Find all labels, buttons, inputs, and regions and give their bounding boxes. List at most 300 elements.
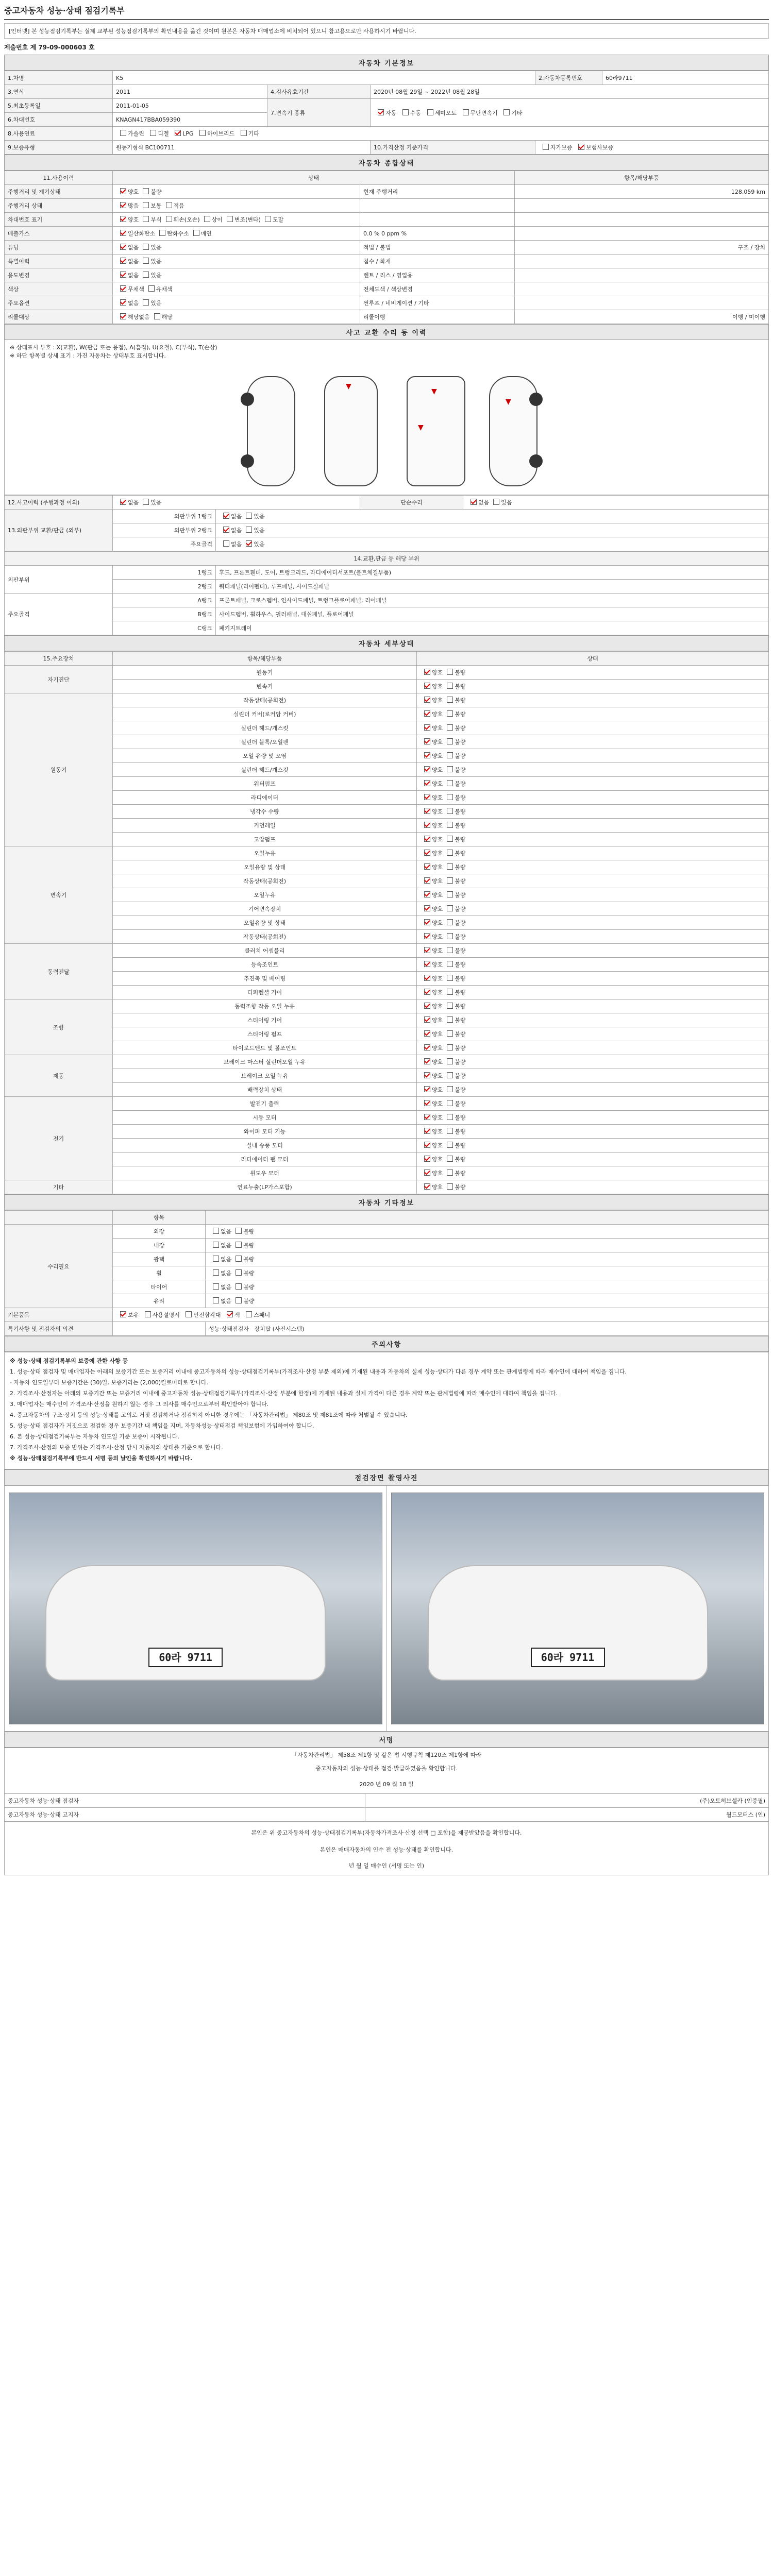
checkbox-icon[interactable]	[447, 947, 453, 953]
overall-opt: 해당없음	[128, 314, 150, 320]
checkbox-icon[interactable]	[447, 710, 453, 717]
checkbox-icon[interactable]	[447, 1128, 453, 1134]
trans-opt: 세미오토	[434, 109, 457, 116]
overall-row	[5, 255, 769, 268]
detail-opt: 양호	[432, 934, 443, 940]
other-opt: 없음	[221, 1298, 232, 1304]
section-other: 자동차 기타정보	[4, 1194, 769, 1210]
overall-row-extra: 적법 / 불법	[360, 241, 515, 255]
fuel-opt: LPG	[182, 130, 194, 137]
parts-list: 쿼터패널(리어펜더), 루프패널, 사이드실패널	[216, 580, 769, 594]
overall-opt: 적음	[173, 202, 184, 209]
detail-item-label: 고압펌프	[113, 833, 417, 846]
checkbox-icon[interactable]	[503, 109, 510, 115]
checkbox-icon[interactable]	[175, 130, 181, 136]
overall-row-label: 색상	[5, 282, 113, 296]
overall-row-value: 128,059 km	[515, 185, 769, 199]
checkbox-icon[interactable]	[213, 1256, 219, 1262]
detail-opt: 양호	[432, 850, 443, 857]
detail-item-status	[417, 805, 769, 819]
checkbox-icon[interactable]	[447, 1016, 453, 1023]
checkbox-icon[interactable]	[120, 188, 126, 194]
notes-line: 5. 성능·상태 점검자가 거짓으로 점검한 경우 보증기간 내 책임을 지며, 자동차성능·상태점검 책임보험에 가입하여야 합니다.	[10, 1422, 314, 1429]
checkbox-icon[interactable]	[120, 244, 126, 250]
checkbox-icon[interactable]	[143, 202, 149, 208]
section-accident: 사고 교환 수리 등 이력	[4, 324, 769, 340]
checkbox-icon[interactable]	[424, 891, 430, 897]
checkbox-icon[interactable]	[424, 794, 430, 800]
checkbox-icon[interactable]	[424, 1003, 430, 1009]
detail-opt: 불량	[455, 1031, 466, 1038]
detail-item-label: 동력조향 작동 오일 누유	[113, 999, 417, 1013]
first-reg-label: 5.최초등록일	[5, 99, 113, 113]
detail-item-label: 와이퍼 모터 기능	[113, 1125, 417, 1139]
checkbox-icon[interactable]	[447, 1114, 453, 1120]
checkbox-icon[interactable]	[427, 109, 433, 115]
checkbox-icon[interactable]	[402, 109, 409, 115]
checkbox-icon[interactable]	[143, 272, 149, 278]
checkbox-icon[interactable]	[223, 527, 229, 533]
overall-row-value	[515, 282, 769, 296]
detail-opt: 양호	[432, 781, 443, 787]
checkbox-icon[interactable]	[120, 230, 126, 236]
checkbox-icon[interactable]	[236, 1256, 242, 1262]
checkbox-icon[interactable]	[447, 808, 453, 814]
overall-row-value: 구조 / 장치	[515, 241, 769, 255]
detail-item-label: 디퍼렌셜 기어	[113, 986, 417, 999]
checkbox-icon[interactable]	[193, 230, 199, 236]
checkbox-icon[interactable]	[120, 499, 126, 505]
rank-opt: 없음	[231, 513, 242, 520]
detail-row	[5, 1180, 769, 1194]
checkbox-icon[interactable]	[424, 1114, 430, 1120]
detail-item-status	[417, 930, 769, 944]
overall-row-label: 튜닝	[5, 241, 113, 255]
detail-row	[5, 1041, 769, 1055]
checkbox-icon[interactable]	[213, 1242, 219, 1248]
accident-label: 12.사고이력 (주행과정 이외)	[5, 496, 113, 510]
overall-opt: 있음	[150, 300, 162, 307]
detail-opt: 양호	[432, 1045, 443, 1052]
checkbox-icon[interactable]	[578, 144, 584, 150]
detail-opt: 불량	[455, 934, 466, 940]
detail-opt: 양호	[432, 947, 443, 954]
overall-opt: 일산화탄소	[128, 230, 156, 237]
front-plate: 60라 9711	[148, 1648, 223, 1667]
overall-opt: 무채색	[128, 286, 144, 293]
checkbox-icon[interactable]	[424, 710, 430, 717]
valid-value: 2020년 08월 29일 ~ 2022년 08월 28일	[371, 85, 769, 99]
checkbox-icon[interactable]	[199, 130, 206, 136]
notes-box	[4, 1352, 769, 1469]
checkbox-icon[interactable]	[447, 850, 453, 856]
checkbox-icon[interactable]	[424, 1142, 430, 1148]
car-name-label: 1.차명	[5, 71, 113, 85]
overall-row	[5, 213, 769, 227]
detail-group-label: 자기진단	[5, 666, 113, 693]
checkbox-icon[interactable]	[424, 780, 430, 786]
checkbox-icon[interactable]	[424, 961, 430, 967]
detail-opt: 불량	[455, 906, 466, 912]
checkbox-icon[interactable]	[213, 1297, 219, 1303]
fuel-opt: 가솔린	[128, 130, 144, 137]
detail-opt: 양호	[432, 836, 443, 843]
checkbox-icon[interactable]	[424, 933, 430, 939]
checkbox-icon[interactable]	[223, 540, 229, 547]
checkbox-icon[interactable]	[145, 1311, 151, 1317]
detail-row	[5, 888, 769, 902]
checkbox-icon[interactable]	[424, 989, 430, 995]
detail-row	[5, 805, 769, 819]
checkbox-icon[interactable]	[447, 1086, 453, 1092]
checkbox-icon[interactable]	[424, 1030, 430, 1037]
checkbox-icon[interactable]	[447, 822, 453, 828]
detail-opt: 불량	[455, 1087, 466, 1093]
other-opt: 불량	[243, 1270, 255, 1277]
checkbox-icon[interactable]	[120, 258, 126, 264]
checkbox-icon[interactable]	[120, 216, 126, 222]
damage-diagram	[4, 340, 769, 495]
checkbox-icon[interactable]	[143, 188, 149, 194]
rank3-label: 주요골격	[113, 537, 216, 551]
overall-row-value	[515, 199, 769, 213]
checkbox-icon[interactable]	[213, 1228, 219, 1234]
checkbox-icon[interactable]	[424, 905, 430, 911]
checkbox-icon[interactable]	[424, 697, 430, 703]
checkbox-icon[interactable]	[424, 683, 430, 689]
parts-group-exterior: 외판부위	[5, 566, 113, 594]
sign-line1: 「자동차관리법」 제58조 제1항 및 같은 법 시행규칙 제120조 제1항에 따라	[5, 1748, 769, 1762]
detail-group-label: 조향	[5, 999, 113, 1055]
checkbox-icon[interactable]	[213, 1283, 219, 1290]
overall-opt: 훼손(오손)	[173, 216, 200, 223]
overall-row-value	[515, 255, 769, 268]
checkbox-icon[interactable]	[447, 891, 453, 897]
warranty-opt: 보험사보증	[586, 144, 614, 151]
checkbox-icon[interactable]	[447, 1003, 453, 1009]
checkbox-icon[interactable]	[447, 989, 453, 995]
detail-opt: 양호	[432, 1142, 443, 1149]
checkbox-icon[interactable]	[236, 1297, 242, 1303]
overall-row-label: 주행거리 상태	[5, 199, 113, 213]
checkbox-icon[interactable]	[213, 1269, 219, 1276]
detail-opt: 불량	[455, 1156, 466, 1163]
certificate-label: 제출번호	[4, 44, 28, 51]
signer-table	[4, 1793, 769, 1822]
checkbox-icon[interactable]	[447, 1142, 453, 1148]
checkbox-icon[interactable]	[447, 794, 453, 800]
checkbox-icon[interactable]	[143, 244, 149, 250]
other-item-status	[206, 1225, 769, 1239]
detail-item-status	[417, 777, 769, 791]
checkbox-icon[interactable]	[150, 130, 156, 136]
checkbox-icon[interactable]	[227, 1311, 233, 1317]
checkbox-icon[interactable]	[241, 130, 247, 136]
checkbox-icon[interactable]	[424, 919, 430, 925]
basic-info-table	[4, 71, 769, 155]
checkbox-icon[interactable]	[447, 752, 453, 758]
detail-row	[5, 846, 769, 860]
simple-opt: 있음	[501, 499, 512, 506]
checkbox-icon[interactable]	[447, 919, 453, 925]
rank-opt: 있음	[254, 527, 265, 534]
exterior-rank-label: 13.외판부위 교환/판금 (외부)	[5, 510, 113, 551]
checkbox-icon[interactable]	[143, 216, 149, 222]
overall-row-label: 특별이력	[5, 255, 113, 268]
overall-row-options	[113, 227, 360, 241]
checkbox-icon[interactable]	[227, 216, 233, 222]
sign-line2: 중고자동차의 성능·상태를 점검·발급하였음을 확인합니다.	[5, 1761, 769, 1775]
overall-row-options	[113, 241, 360, 255]
checkbox-icon[interactable]	[236, 1242, 242, 1248]
basic-opt: 보유	[128, 1312, 139, 1318]
checkbox-icon[interactable]	[447, 724, 453, 731]
checkbox-icon[interactable]	[447, 863, 453, 870]
checkbox-icon[interactable]	[154, 313, 160, 319]
detail-group-label: 제동	[5, 1055, 113, 1097]
checkbox-icon[interactable]	[424, 877, 430, 884]
rank2-options	[216, 523, 769, 537]
checkbox-icon[interactable]	[447, 1156, 453, 1162]
checkbox-icon[interactable]	[143, 258, 149, 264]
notes-lines	[10, 1367, 763, 1452]
checkbox-icon[interactable]	[424, 822, 430, 828]
detail-item-label: 실린더 커버(로커암 커버)	[113, 707, 417, 721]
detail-opt: 불량	[455, 947, 466, 954]
fuel-opt: 디젤	[158, 130, 169, 137]
checkbox-icon[interactable]	[236, 1269, 242, 1276]
checkbox-icon[interactable]	[447, 766, 453, 772]
checkbox-icon[interactable]	[246, 513, 252, 519]
checkbox-icon[interactable]	[120, 202, 126, 208]
damage-mark-icon: ▼	[431, 387, 437, 396]
other-opt: 없음	[221, 1228, 232, 1235]
detail-opt: 양호	[432, 920, 443, 926]
checkbox-icon[interactable]	[424, 1170, 430, 1176]
overall-opt: 있음	[150, 258, 162, 265]
detail-row	[5, 1027, 769, 1041]
checkbox-icon[interactable]	[424, 738, 430, 744]
overall-row	[5, 282, 769, 296]
checkbox-icon[interactable]	[447, 1183, 453, 1190]
detail-item-label: 워터펌프	[113, 777, 417, 791]
price-label: 10.가격산정 기준가격	[371, 141, 535, 155]
diagram-legend	[5, 340, 768, 363]
detail-item-status	[417, 916, 769, 930]
checkbox-icon[interactable]	[120, 299, 126, 306]
checkbox-icon[interactable]	[424, 1100, 430, 1106]
other-row	[5, 1239, 769, 1252]
checkbox-icon[interactable]	[424, 975, 430, 981]
detail-item-label: 커먼레일	[113, 819, 417, 833]
checkbox-icon[interactable]	[186, 1311, 192, 1317]
checkbox-icon[interactable]	[447, 1100, 453, 1106]
detail-group-label: 동력전달	[5, 944, 113, 999]
checkbox-icon[interactable]	[447, 836, 453, 842]
overall-row-extra	[360, 199, 515, 213]
overall-opt: 상이	[211, 216, 223, 223]
rear-plate: 60라 9711	[531, 1648, 605, 1667]
detail-item-label: 연료누출(LP가스포함)	[113, 1180, 417, 1194]
overall-col-history: 11.사용이력	[5, 171, 113, 185]
accident-opt: 없음	[128, 499, 139, 506]
detail-rows	[5, 666, 769, 1194]
checkbox-icon[interactable]	[223, 513, 229, 519]
basic-items-options	[113, 1308, 769, 1322]
checkbox-icon[interactable]	[143, 299, 149, 306]
checkbox-icon[interactable]	[246, 527, 252, 533]
checkbox-icon[interactable]	[378, 109, 384, 115]
checkbox-icon[interactable]	[424, 752, 430, 758]
signer1-label: 중고자동차 성능·상태 점검자	[5, 1794, 365, 1808]
detail-opt: 양호	[432, 1128, 443, 1135]
checkbox-icon[interactable]	[447, 1058, 453, 1064]
detail-row	[5, 763, 769, 777]
detail-opt: 불량	[455, 725, 466, 732]
checkbox-icon[interactable]	[447, 1044, 453, 1050]
parts-list: 사이드멤버, 휠하우스, 필러패널, 대쉬패널, 플로어패널	[216, 607, 769, 621]
rank-opt: 없음	[231, 541, 242, 548]
accident-options	[113, 496, 360, 510]
checkbox-icon[interactable]	[447, 1072, 453, 1078]
checkbox-icon[interactable]	[424, 808, 430, 814]
detail-opt: 양호	[432, 864, 443, 871]
other-opt: 불량	[243, 1284, 255, 1291]
checkbox-icon[interactable]	[424, 947, 430, 953]
signer2-value: 월드모터스 (인)	[365, 1808, 769, 1822]
checkbox-icon[interactable]	[120, 1311, 126, 1317]
detail-item-status	[417, 1055, 769, 1069]
inspector-value: 장치탑 (사진시스템)	[254, 1326, 305, 1332]
checkbox-icon[interactable]	[265, 216, 271, 222]
detail-opt: 불량	[455, 669, 466, 676]
detail-col-item: 항목/해당부품	[113, 652, 417, 666]
detail-item-status	[417, 944, 769, 958]
overall-opt: 보통	[150, 202, 162, 209]
checkbox-icon[interactable]	[447, 1030, 453, 1037]
other-opt: 불량	[243, 1228, 255, 1235]
overall-row-options	[113, 255, 360, 268]
checkbox-icon[interactable]	[424, 1016, 430, 1023]
overall-col-parts: 항목/해당부품	[515, 171, 769, 185]
checkbox-icon[interactable]	[424, 1183, 430, 1190]
overall-opt: 없음	[128, 258, 139, 265]
checkbox-icon[interactable]	[424, 836, 430, 842]
detail-item-label: 작동상태(공회전)	[113, 930, 417, 944]
detail-item-status	[417, 1069, 769, 1083]
checkbox-icon[interactable]	[447, 1170, 453, 1176]
detail-opt: 불량	[455, 1100, 466, 1107]
detail-opt: 양호	[432, 892, 443, 899]
detail-row	[5, 986, 769, 999]
checkbox-icon[interactable]	[424, 669, 430, 675]
other-opt: 불량	[243, 1242, 255, 1249]
detail-group-label: 원동기	[5, 693, 113, 846]
checkbox-icon[interactable]	[447, 669, 453, 675]
section-sign: 서명	[4, 1732, 769, 1748]
checkbox-icon[interactable]	[424, 1086, 430, 1092]
checkbox-icon[interactable]	[543, 144, 549, 150]
other-item-status	[206, 1266, 769, 1280]
damage-mark-icon: ▼	[346, 382, 351, 391]
basic-opt: 스패너	[254, 1312, 271, 1318]
checkbox-icon[interactable]	[204, 216, 210, 222]
detail-item-status	[417, 721, 769, 735]
checkbox-icon[interactable]	[447, 961, 453, 967]
detail-opt: 불량	[455, 711, 466, 718]
checkbox-icon[interactable]	[447, 905, 453, 911]
checkbox-icon[interactable]	[424, 766, 430, 772]
checkbox-icon[interactable]	[424, 724, 430, 731]
parts-list: 프론트패널, 크로스멤버, 인사이드패널, 트렁크플로어패널, 리어패널	[216, 594, 769, 607]
checkbox-icon[interactable]	[470, 499, 477, 505]
year-value: 2011	[113, 85, 267, 99]
checkbox-icon[interactable]	[424, 850, 430, 856]
checkbox-icon[interactable]	[447, 780, 453, 786]
checkbox-icon[interactable]	[236, 1228, 242, 1234]
detail-opt: 양호	[432, 808, 443, 815]
checkbox-icon[interactable]	[447, 738, 453, 744]
detail-row	[5, 958, 769, 972]
checkbox-icon[interactable]	[166, 202, 172, 208]
checkbox-icon[interactable]	[424, 1044, 430, 1050]
checkbox-icon[interactable]	[424, 1058, 430, 1064]
checkbox-icon[interactable]	[447, 697, 453, 703]
other-opt: 없음	[221, 1284, 232, 1291]
checkbox-icon[interactable]	[143, 499, 149, 505]
rank1-label: 외판부위 1랭크	[113, 510, 216, 523]
detail-item-label: 실린더 헤드/개스킷	[113, 721, 417, 735]
overall-row	[5, 310, 769, 324]
checkbox-icon[interactable]	[148, 285, 155, 292]
checkbox-icon[interactable]	[447, 933, 453, 939]
checkbox-icon[interactable]	[424, 1128, 430, 1134]
checkbox-icon[interactable]	[246, 1311, 252, 1317]
overall-row-value: 이행 / 미이행	[515, 310, 769, 324]
other-row	[5, 1294, 769, 1308]
checkbox-icon[interactable]	[236, 1283, 242, 1290]
detail-item-label: 클러치 어셈블리	[113, 944, 417, 958]
checkbox-icon[interactable]	[447, 975, 453, 981]
sign-date: 2020 년 09 월 18 일	[5, 1775, 769, 1793]
overall-row-extra: 리콜이행	[360, 310, 515, 324]
detail-opt: 양호	[432, 767, 443, 773]
detail-item-status	[417, 999, 769, 1013]
plate-label: 2.자동차등록번호	[535, 71, 602, 85]
detail-item-status	[417, 1139, 769, 1153]
checkbox-icon[interactable]	[120, 313, 126, 319]
checkbox-icon[interactable]	[159, 230, 165, 236]
checkbox-icon[interactable]	[246, 540, 252, 547]
checkbox-icon[interactable]	[463, 109, 469, 115]
checkbox-icon[interactable]	[120, 130, 126, 136]
checkbox-icon[interactable]	[166, 216, 172, 222]
checkbox-icon[interactable]	[424, 1156, 430, 1162]
checkbox-icon[interactable]	[424, 1072, 430, 1078]
checkbox-icon[interactable]	[120, 285, 126, 292]
checkbox-icon[interactable]	[424, 863, 430, 870]
first-reg-value: 2011-01-05	[113, 99, 267, 113]
certificate-value: 제 79-09-000603 호	[30, 44, 95, 51]
notes-footer: ※ 성능·상태점검기록부에 반드시 서명 등의 날인을 확인하시기 바랍니다.	[10, 1455, 193, 1462]
checkbox-icon[interactable]	[120, 272, 126, 278]
overall-col-status: 상태	[113, 171, 515, 185]
checkbox-icon[interactable]	[493, 499, 499, 505]
section-basic-info: 자동차 기본정보	[4, 55, 769, 71]
checkbox-icon[interactable]	[447, 877, 453, 884]
detail-item-status	[417, 1125, 769, 1139]
checkbox-icon[interactable]	[447, 683, 453, 689]
